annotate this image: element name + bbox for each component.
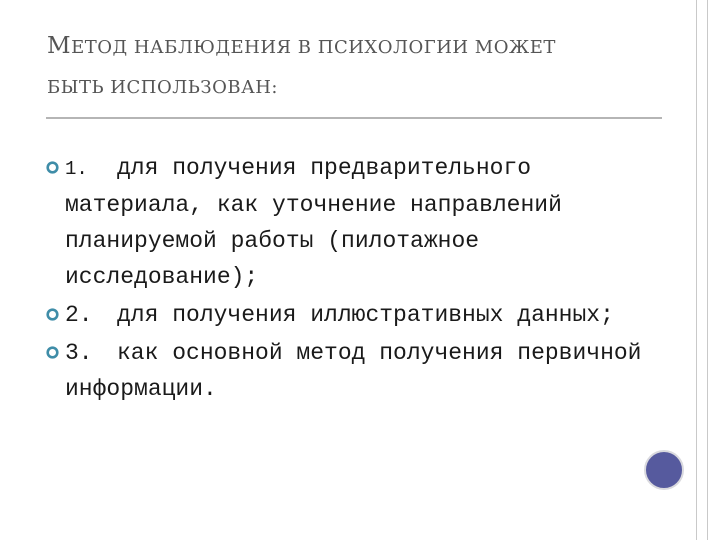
list-item-number: 3. <box>65 340 93 366</box>
title-line-1 <box>47 26 647 68</box>
list-item-number: 1. <box>65 158 88 180</box>
title-line-2: БЫТЬ ИСПОЛЬЗОВАН: <box>47 77 278 98</box>
list-item <box>46 150 646 295</box>
list-item-number: 2. <box>65 302 93 328</box>
list-item-text: для получения предварительного материала, как уточнение направлений планируемой работы (пилотажное исследование); <box>65 155 562 290</box>
bullet-list <box>46 150 646 409</box>
list-item <box>46 335 646 407</box>
frame-line-left <box>696 0 697 540</box>
list-item-text: для получения иллюстративных данных; <box>117 302 614 328</box>
ring-bullet-icon <box>46 308 59 321</box>
list-item <box>46 297 646 333</box>
title-line-1-text: ЕТОД НАБЛЮДЕНИЯ В ПСИХОЛОГИИ МОЖЕТ <box>71 37 556 58</box>
title-divider <box>46 117 662 119</box>
ring-bullet-icon <box>46 346 59 359</box>
slide-title <box>47 26 647 108</box>
frame-line-right <box>707 0 708 540</box>
list-item-text: как основной метод получения первичной информации. <box>65 340 642 402</box>
ring-bullet-icon <box>46 161 59 174</box>
title-initial-cap: М <box>47 33 72 59</box>
decorative-circle <box>644 450 684 490</box>
